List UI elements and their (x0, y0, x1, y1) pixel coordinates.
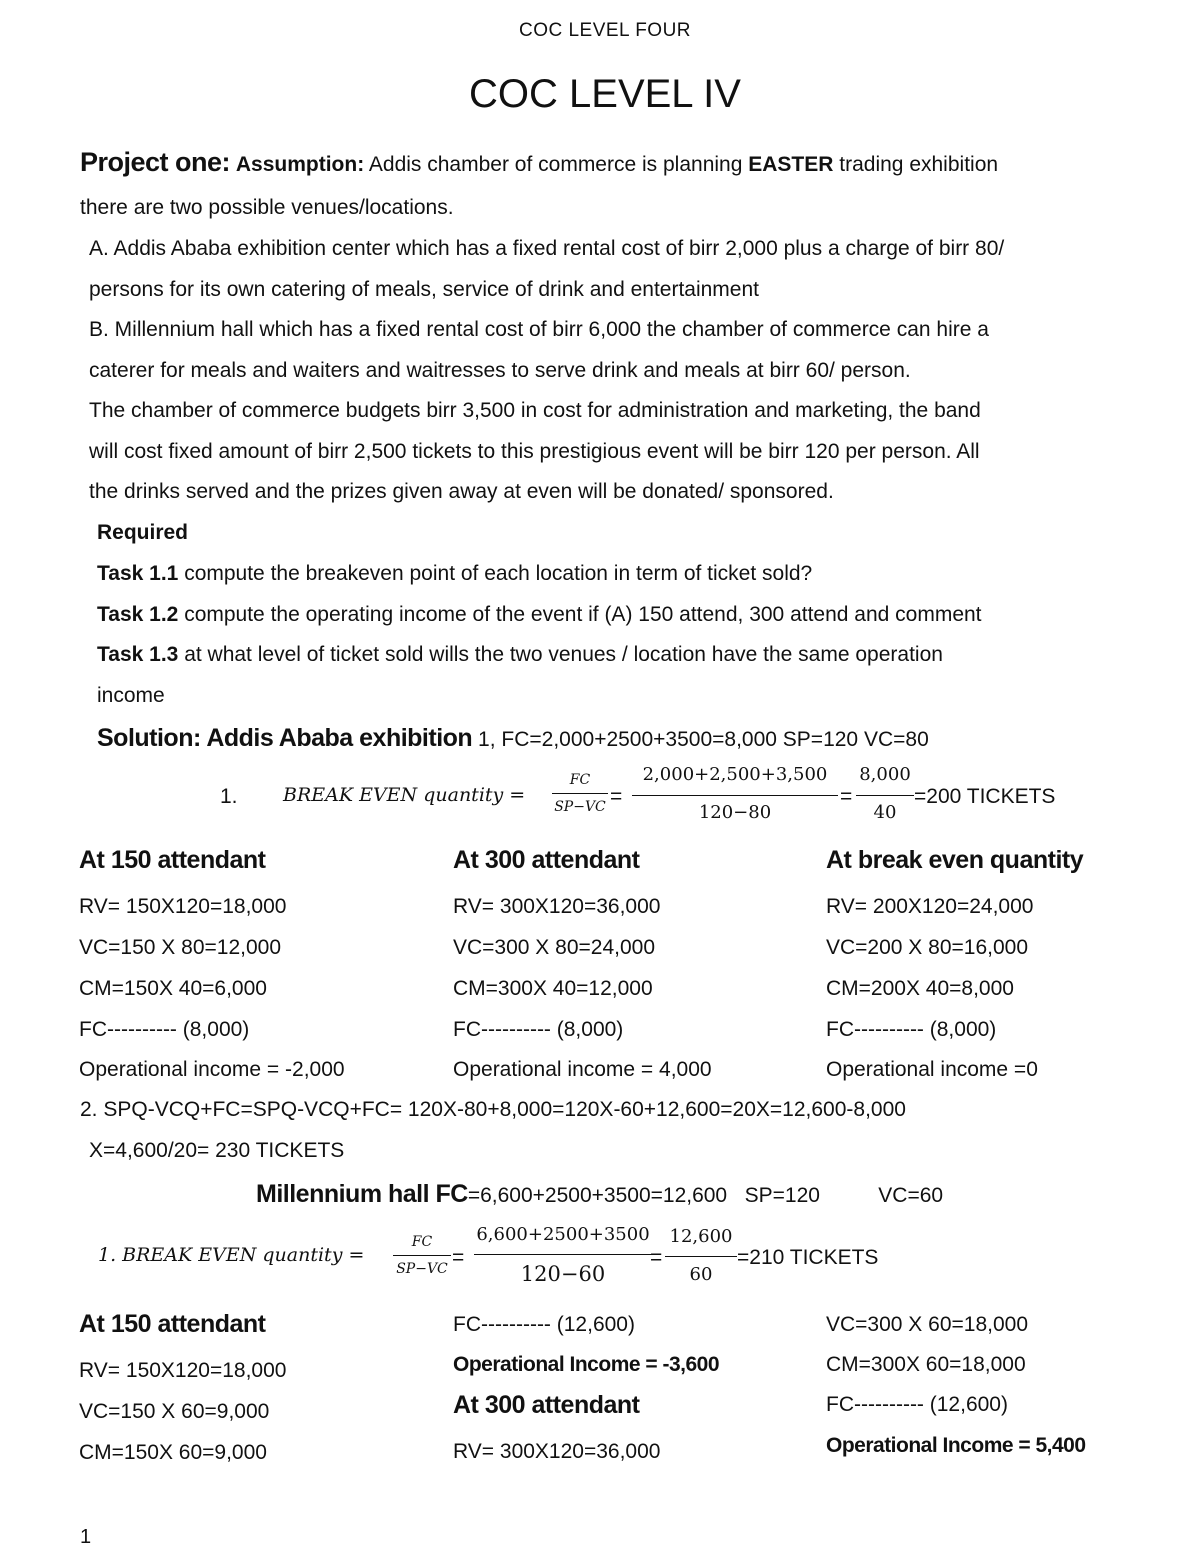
be-index: 1. (220, 785, 238, 808)
contribution-margin-line: CM=150X 40=6,000 (79, 977, 267, 1000)
task-1-1-text: compute the breakeven point of each location in term of ticket sold? (184, 562, 813, 585)
intro-post: trading exhibition (839, 153, 999, 176)
fixed-cost-line: FC---------- (8,000) (79, 1018, 250, 1041)
task-1-2-label: Task 1.2 (97, 603, 179, 626)
revenue-line: RV= 200X120=24,000 (826, 895, 1034, 918)
cm-denominator: 40 (873, 802, 897, 823)
be-result: =200 TICKETS (914, 785, 1056, 808)
contribution-margin-line: CM=300X 60=18,000 (826, 1353, 1026, 1376)
millennium-label: Millennium hall FC (256, 1180, 468, 1208)
required-label: Required (97, 521, 189, 544)
contribution-margin-line: CM=200X 40=8,000 (826, 977, 1014, 1000)
intro-bold: EASTER (748, 153, 834, 176)
column-heading: At 150 attendant (79, 1310, 266, 1338)
task-1-3-label: Task 1.3 (97, 643, 179, 666)
task-1-3-text: at what level of ticket sold wills the two venues / location have the same operation (184, 643, 943, 666)
fixed-cost-line: FC---------- (12,600) (826, 1393, 1008, 1416)
be-label: 1. BREAK EVEN quantity = (98, 1244, 365, 1266)
operational-income-line: Operational Income = 5,400 (826, 1434, 1086, 1457)
be-result: =210 TICKETS (737, 1246, 879, 1269)
operational-income-line: Operational income = -2,000 (79, 1058, 345, 1081)
spvc-denominator: SP−VC (396, 1261, 448, 1277)
operational-income-line: Operational income =0 (826, 1058, 1038, 1081)
budget-line-3: the drinks served and the prizes given away at even will be donated/ sponsored. (89, 480, 834, 503)
sum-numerator: 2,000+2,500+3,500 (642, 764, 828, 785)
variable-cost-line: VC=300 X 60=18,000 (826, 1313, 1029, 1336)
variable-cost-line: VC=150 X 60=9,000 (79, 1400, 270, 1423)
solution-heading (97, 722, 929, 756)
project-label: Project one: (80, 147, 231, 177)
millennium-values: =6,600+2500+3500=12,600 SP=120 VC=60 (467, 1184, 944, 1207)
fixed-cost-line: FC---------- (12,600) (453, 1313, 635, 1336)
column-heading: At 300 attendant (453, 1391, 640, 1419)
variable-cost-line: VC=150 X 80=12,000 (79, 936, 282, 959)
task2-result: X=4,600/20= 230 TICKETS (89, 1139, 345, 1162)
project-intro (80, 146, 998, 181)
fraction-bar (552, 793, 608, 794)
sum-numerator: 6,600+2500+3500 (476, 1224, 650, 1245)
page-number: 1 (80, 1526, 92, 1548)
fixed-cost-line: FC---------- (8,000) (826, 1018, 997, 1041)
equals-sign: = (840, 785, 853, 808)
diff-denominator: 120−60 (520, 1262, 606, 1286)
contribution-margin-line: CM=150X 60=9,000 (79, 1441, 267, 1464)
spvc-denominator: SP−VC (554, 799, 606, 815)
assumption-label: Assumption: (235, 153, 365, 176)
fraction-bar (393, 1255, 451, 1256)
fc-numerator: FC (411, 1234, 433, 1250)
fixed-cost-line: FC---------- (8,000) (453, 1018, 624, 1041)
task2-equation: 2. SPQ-VCQ+FC=SPQ-VCQ+FC= 120X-80+8,000=120X-60+12,600=20X=12,600-8,000 (80, 1098, 906, 1121)
fraction-bar (474, 1254, 652, 1255)
be-label: BREAK EVEN quantity = (283, 784, 526, 806)
equals-sign: = (610, 785, 623, 808)
revenue-line: RV= 150X120=18,000 (79, 895, 287, 918)
column-heading: At 300 attendant (453, 846, 640, 874)
task-1-2 (97, 601, 982, 629)
fc-numerator: FC (569, 772, 591, 788)
millennium-heading (256, 1178, 943, 1212)
revenue-line: RV= 300X120=36,000 (453, 895, 661, 918)
page-title: COC LEVEL IV (469, 72, 741, 116)
solution-label: Solution: Addis Ababa exhibition (97, 724, 473, 752)
variable-cost-line: VC=300 X 80=24,000 (453, 936, 656, 959)
variable-cost-line: VC=200 X 80=16,000 (826, 936, 1029, 959)
revenue-line: RV= 300X120=36,000 (453, 1440, 661, 1463)
solution-values: 1, FC=2,000+2500+3500=8,000 SP=120 VC=80 (478, 728, 929, 751)
budget-line-2: will cost fixed amount of birr 2,500 tickets to this prestigious event will be birr 120 per person. All (89, 440, 980, 463)
option-b-line-2: caterer for meals and waiters and waitresses to serve drink and meals at birr 60/ person. (89, 359, 911, 382)
task-1-1-label: Task 1.1 (97, 562, 179, 585)
cm-numerator: 12,600 (669, 1226, 733, 1247)
column-heading: At 150 attendant (79, 846, 266, 874)
diff-denominator: 120−80 (698, 802, 772, 823)
option-b-line-1: B. Millennium hall which has a fixed rental cost of birr 6,000 the chamber of commerce can hire a (89, 318, 989, 341)
intro-line-2: there are two possible venues/locations. (80, 196, 454, 219)
column-heading: At break even quantity (826, 846, 1084, 874)
cm-denominator: 60 (689, 1264, 713, 1285)
cm-numerator: 8,000 (859, 764, 911, 785)
operational-income-line: Operational income = 4,000 (453, 1058, 712, 1081)
task-1-3 (97, 641, 943, 669)
equals-sign: = (650, 1246, 663, 1269)
equals-sign: = (452, 1246, 465, 1269)
budget-line-1: The chamber of commerce budgets birr 3,500 in cost for administration and marketing, the band (89, 399, 981, 422)
option-a-line-2: persons for its own catering of meals, service of drink and entertainment (89, 278, 759, 301)
intro-pre: Addis chamber of commerce is planning (368, 153, 743, 176)
revenue-line: RV= 150X120=18,000 (79, 1359, 287, 1382)
task-1-3-text-2: income (97, 684, 165, 707)
fraction-bar (632, 795, 838, 796)
fraction-bar (856, 795, 914, 796)
running-header: COC LEVEL FOUR (518, 20, 692, 41)
task-1-2-text: compute the operating income of the event if (A) 150 attend, 300 attend and comment (184, 603, 982, 626)
fraction-bar (665, 1256, 737, 1257)
operational-income-line: Operational Income = -3,600 (453, 1353, 720, 1376)
contribution-margin-line: CM=300X 40=12,000 (453, 977, 653, 1000)
task-1-1 (97, 560, 812, 588)
option-a-line-1: A. Addis Ababa exhibition center which has a fixed rental cost of birr 2,000 plus a charge of birr 80/ (89, 237, 1005, 260)
